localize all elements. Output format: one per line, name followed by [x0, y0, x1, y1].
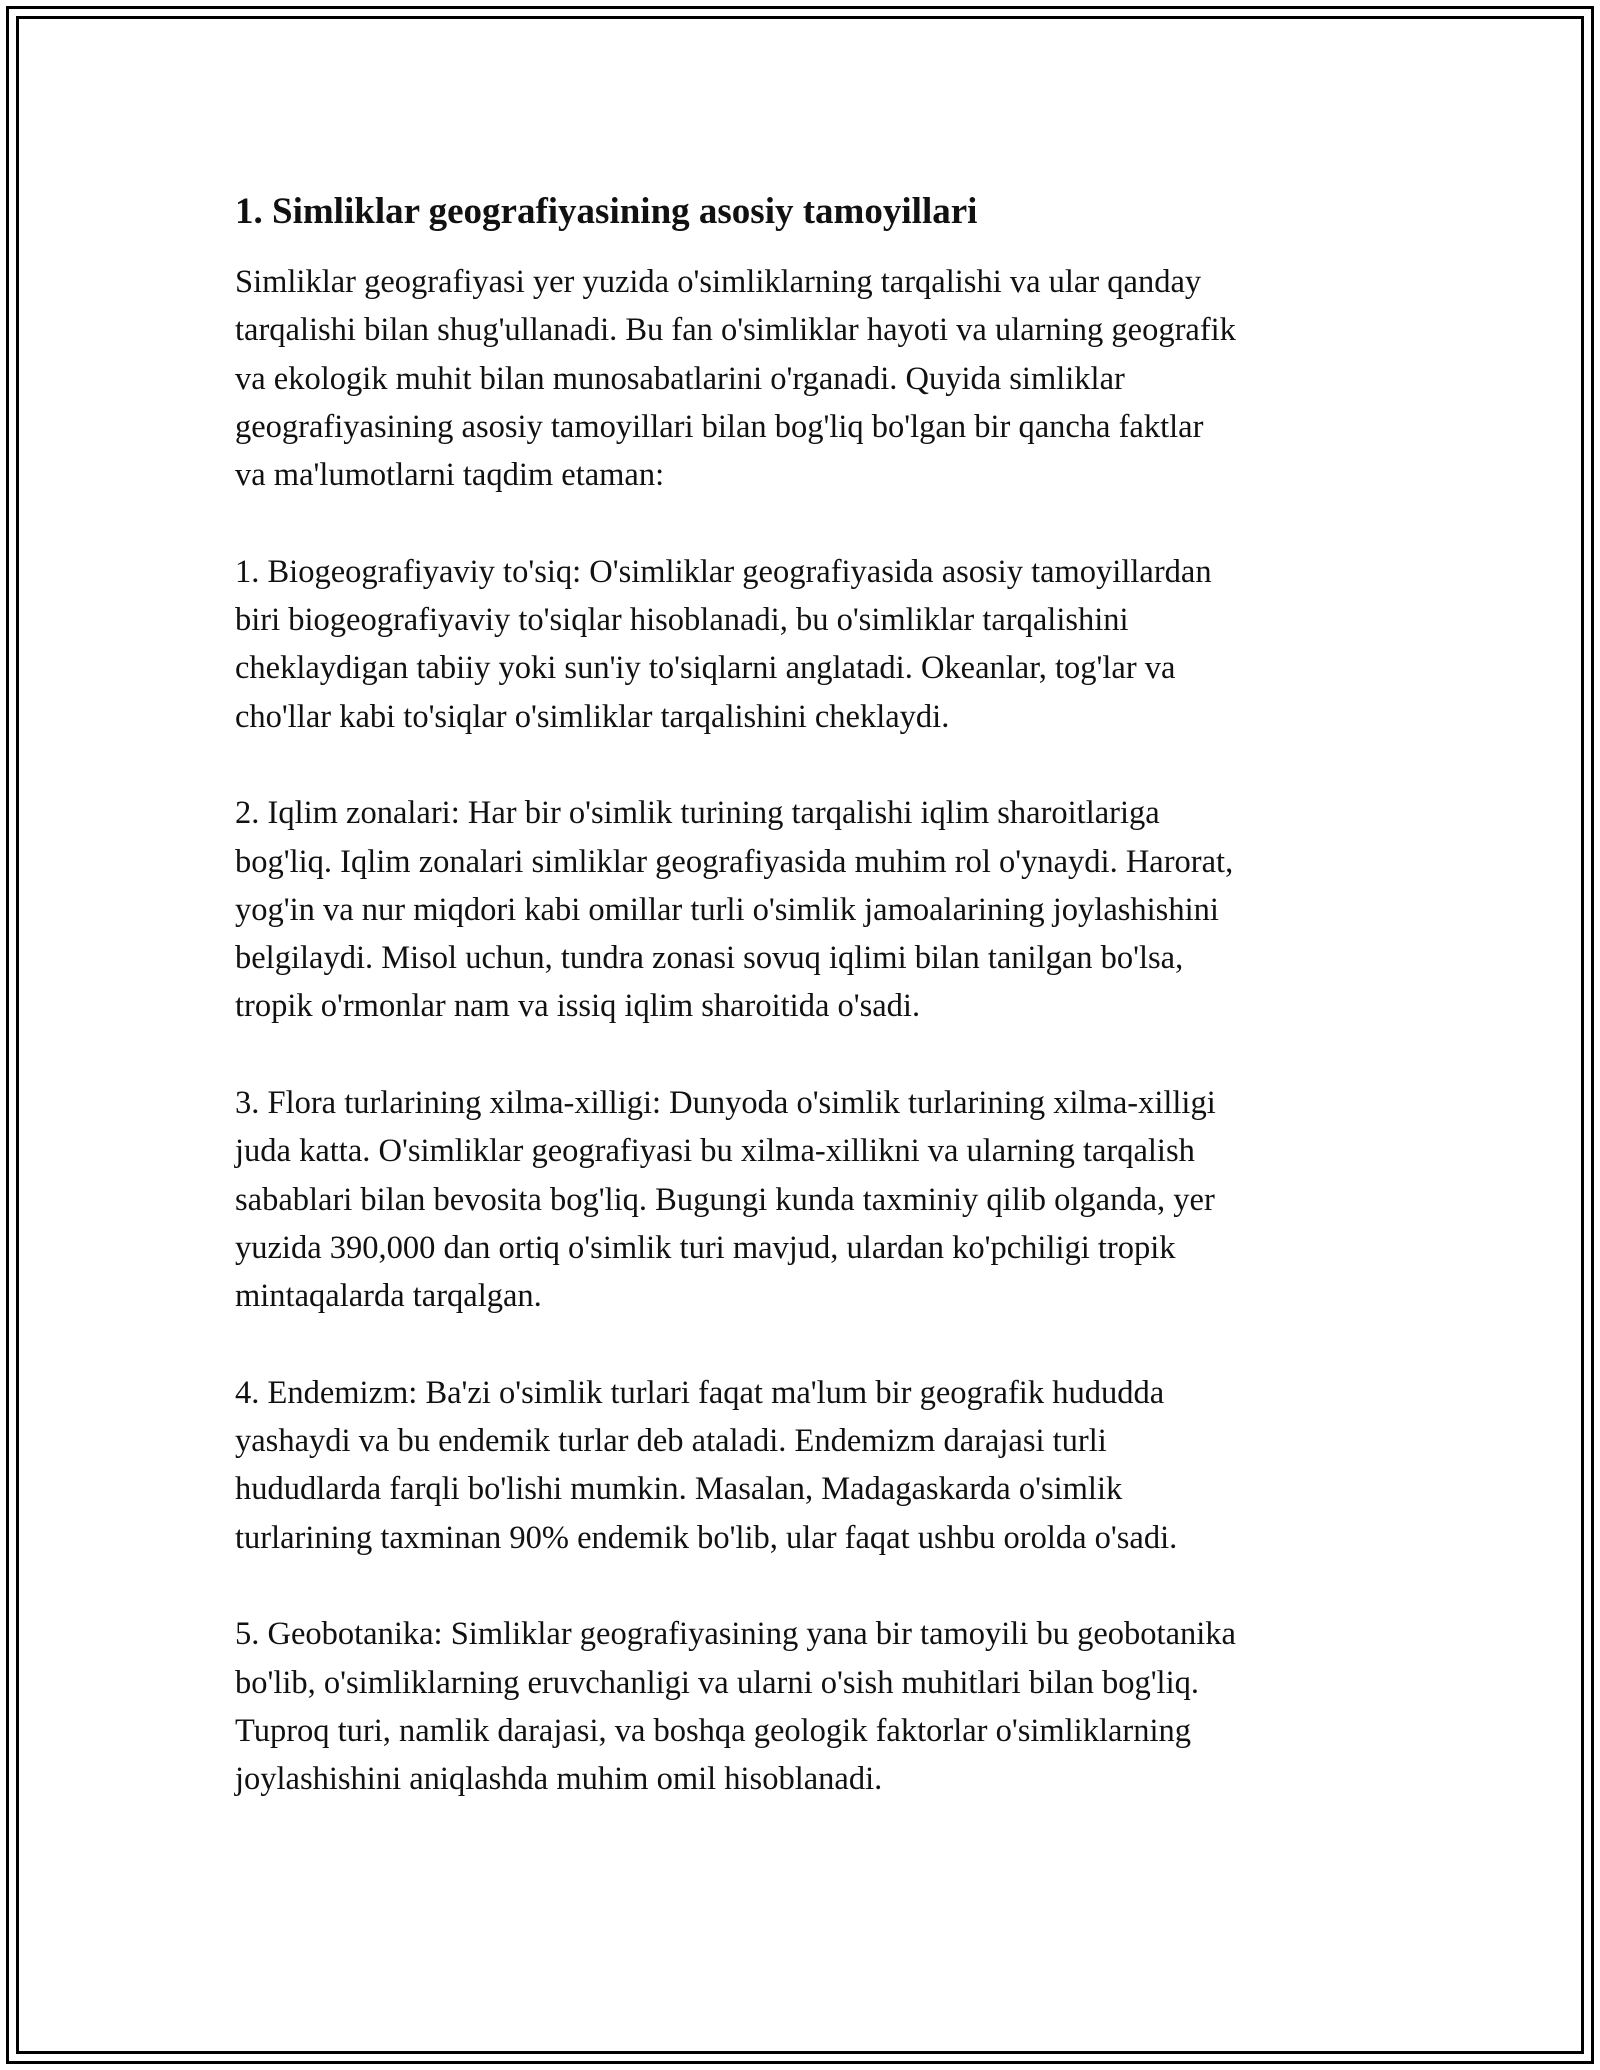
- paragraph-line: va ekologik muhit bilan munosabatlarini o'rganadi. Quyida simliklar: [235, 360, 1125, 397]
- section-heading: 1. Simliklar geografiyasining asosiy tamoyillari: [235, 191, 978, 232]
- paragraph-line: yuzida 390,000 dan ortiq o'simlik turi mavjud, ulardan ko'pchiligi tropik: [235, 1229, 1176, 1266]
- paragraph-line: Simliklar geografiyasi yer yuzida o'simliklarning tarqalishi va ular qanday: [235, 264, 1202, 300]
- paragraph-line: hududlarda farqli bo'lishi mumkin. Masalan, Madagaskarda o'simlik: [235, 1471, 1123, 1508]
- biogeographic-barrier-paragraph: [235, 548, 1395, 741]
- paragraph-line: cho'llar kabi to'siqlar o'simliklar tarqalishini cheklaydi.: [235, 698, 950, 735]
- flora-diversity-paragraph: [235, 1079, 1395, 1320]
- paragraph-line: mintaqalarda tarqalgan.: [235, 1278, 542, 1315]
- climate-zones-paragraph: [235, 789, 1395, 1030]
- geobotany-paragraph: [235, 1610, 1395, 1803]
- paragraph-line: va ma'lumotlarni taqdim etaman:: [235, 457, 665, 494]
- intro-paragraph: [235, 258, 1395, 499]
- paragraph-line: cheklaydigan tabiiy yoki sun'iy to'siqlarni anglatadi. Okeanlar, tog'lar va: [235, 650, 1176, 687]
- paragraph-line: 5. Geobotanika: Simliklar geografiyasining yana bir tamoyili bu geobotanika: [235, 1616, 1236, 1653]
- paragraph-line: bog'liq. Iqlim zonalari simliklar geografiyasida muhim rol o'ynaydi. Harorat,: [235, 843, 1234, 880]
- paragraph-line: 1. Biogeografiyaviy to'siq: O'simliklar geografiyasida asosiy tamoyillardan: [235, 553, 1212, 590]
- paragraph-line: 2. Iqlim zonalari: Har bir o'simlik turining tarqalishi iqlim sharoitlariga: [235, 795, 1160, 832]
- paragraph-line: sabablari bilan bevosita bog'liq. Bugungi kunda taxminiy qilib olganda, yer: [235, 1181, 1215, 1218]
- paragraph-line: juda katta. O'simliklar geografiyasi bu xilma-xillikni va ularning tarqalish: [235, 1133, 1195, 1170]
- paragraph-line: yog'in va nur miqdori kabi omillar turli o'simlik jamoalarining joylashishini: [235, 891, 1219, 928]
- paragraph-line: tropik o'rmonlar nam va issiq iqlim sharoitida o'sadi.: [235, 988, 921, 1025]
- paragraph-line: 3. Flora turlarining xilma-xilligi: Dunyoda o'simlik turlarining xilma-xilligi: [235, 1085, 1216, 1122]
- paragraph-line: tarqalishi bilan shug'ullanadi. Bu fan o'simliklar hayoti va ularning geografik: [235, 312, 1236, 349]
- document-body: [235, 188, 1395, 1852]
- paragraph-line: geografiyasining asosiy tamoyillari bilan bog'liq bo'lgan bir qancha faktlar: [235, 408, 1204, 445]
- paragraph-line: yashaydi va bu endemik turlar deb ataladi. Endemizm darajasi turli: [235, 1423, 1107, 1460]
- paragraph-line: belgilaydi. Misol uchun, tundra zonasi sovuq iqlimi bilan tanilgan bo'lsa,: [235, 940, 1184, 977]
- paragraph-line: bo'lib, o'simliklarning eruvchanligi va ularni o'sish muhitlari bilan bog'liq.: [235, 1664, 1199, 1701]
- paragraph-line: turlarining taxminan 90% endemik bo'lib, ular faqat ushbu orolda o'sadi.: [235, 1519, 1178, 1556]
- paragraph-line: joylashishini aniqlashda muhim omil hisoblanadi.: [235, 1761, 883, 1798]
- paragraph-line: biri biogeografiyaviy to'siqlar hisoblanadi, bu o'simliklar tarqalishini: [235, 602, 1129, 639]
- paragraph-line: 4. Endemizm: Ba'zi o'simlik turlari faqat ma'lum bir geografik hududda: [235, 1374, 1165, 1411]
- paragraph-line: Tuproq turi, namlik darajasi, va boshqa geologik faktorlar o'simliklarning: [235, 1712, 1192, 1749]
- endemism-paragraph: [235, 1369, 1395, 1562]
